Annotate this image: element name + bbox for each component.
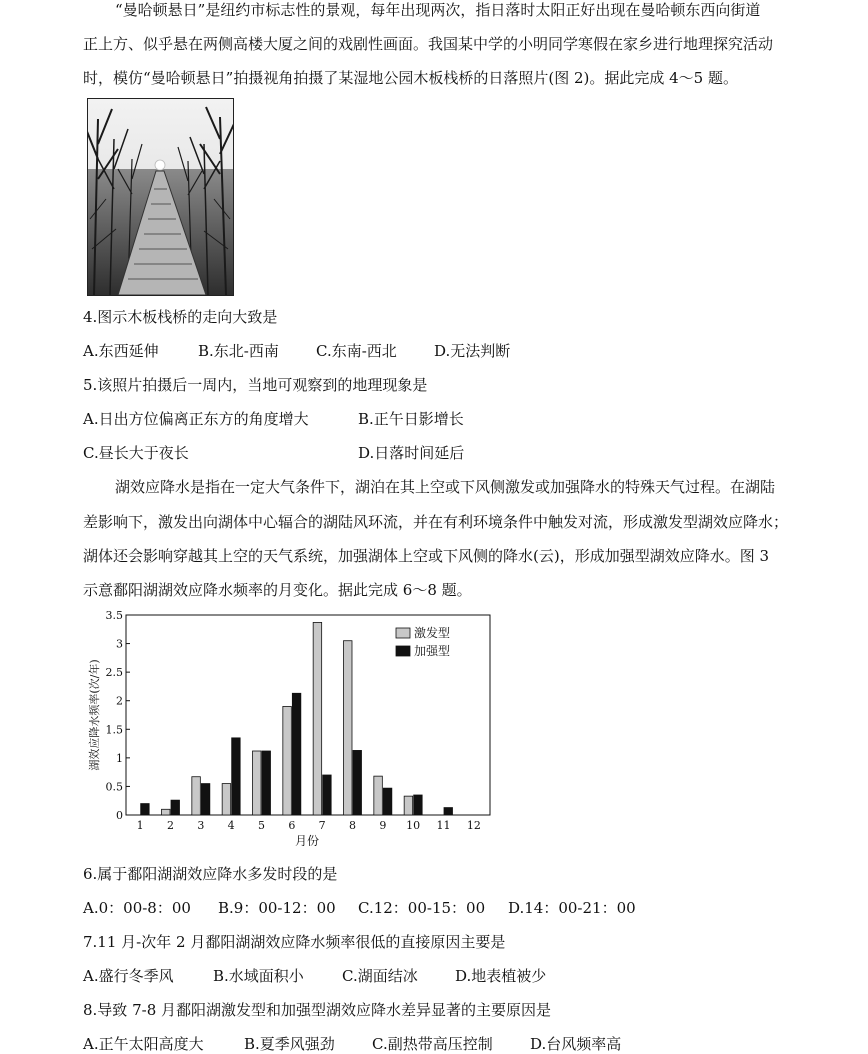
bar-enhanced-4: [232, 738, 241, 815]
passage1-line-1: “曼哈顿悬日”是纽约市标志性的景观，每年出现两次，指日落时太阳正好出现在曼哈顿东西向街道: [115, 1, 761, 19]
q6-option-a: A.0：00-8：00: [83, 899, 191, 917]
passage2-line-4: 示意鄱阳湖湖效应降水频率的月变化。据此完成 6～8 题。: [83, 581, 472, 599]
passage1-line-3: 时，模仿“曼哈顿悬日”拍摄视角拍摄了某湿地公园木板栈桥的日落照片(图 2)。据此完成 4～5 题。: [83, 69, 738, 87]
q4-option-a: A.东西延伸: [83, 342, 159, 360]
bar-excited-3: [192, 777, 201, 815]
q4-option-c: C.东南-西北: [316, 342, 397, 360]
bar-excited-4: [222, 784, 231, 815]
legend-swatch: [396, 628, 410, 638]
x-tick-label: 3: [197, 819, 205, 832]
y-tick-label: 0: [116, 809, 123, 822]
q5-option-a: A.日出方位偏离正东方的角度增大: [83, 410, 309, 428]
q7-option-a: A.盛行冬季风: [83, 967, 174, 985]
bar-enhanced-3: [201, 784, 210, 815]
bar-excited-5: [253, 751, 262, 815]
x-tick-label: 9: [379, 819, 387, 832]
bar-enhanced-8: [353, 750, 362, 815]
legend-label: 加强型: [414, 644, 451, 658]
q8-option-c: C.副热带高压控制: [372, 1035, 493, 1053]
x-axis-label: 月份: [294, 834, 320, 848]
bar-excited-9: [374, 776, 383, 815]
x-tick-label: 12: [466, 819, 481, 832]
bar-excited-2: [162, 809, 171, 815]
x-tick-label: 4: [227, 819, 235, 832]
boardwalk-photo: [87, 98, 234, 296]
question-8-stem: 8.导致 7-8 月鄱阳湖激发型和加强型湖效应降水差异显著的主要原因是: [83, 1001, 552, 1019]
y-tick-label: 2: [116, 694, 123, 708]
q5-option-b: B.正午日影增长: [358, 410, 464, 428]
bar-enhanced-2: [171, 800, 180, 815]
bar-enhanced-1: [141, 804, 150, 815]
y-tick-label: 3.5: [105, 609, 123, 622]
q6-option-d: D.14：00-21：00: [508, 899, 636, 917]
q6-option-c: C.12：00-15：00: [358, 899, 486, 917]
x-tick-label: 5: [258, 819, 265, 832]
bar-excited-10: [404, 796, 413, 815]
q8-option-b: B.夏季风强劲: [244, 1035, 335, 1053]
q5-option-c: C.昼长大于夜长: [83, 444, 189, 462]
bar-excited-6: [283, 706, 292, 815]
y-tick-label: 1.5: [105, 723, 123, 737]
q4-option-d: D.无法判断: [434, 342, 511, 360]
y-axis-label: 湖效应降水频率(次/年): [88, 659, 101, 771]
legend-label: 激发型: [414, 626, 451, 640]
x-tick-label: 8: [349, 819, 356, 832]
x-tick-label: 1: [136, 819, 144, 832]
passage1-line-2: 正上方、似乎悬在两侧高楼大厦之间的戏剧性画面。我国某中学的小明同学寒假在家乡进行地理探究活动: [83, 35, 774, 53]
q7-option-c: C.湖面结冰: [342, 967, 418, 985]
bar-enhanced-11: [444, 808, 453, 815]
y-tick-label: 0.5: [105, 780, 123, 794]
q8-option-a: A.正午太阳高度大: [83, 1035, 204, 1053]
q8-option-d: D.台风频率高: [530, 1035, 622, 1053]
q4-option-b: B.东北-西南: [198, 342, 279, 360]
bar-excited-8: [344, 641, 353, 815]
passage2-line-1: 湖效应降水是指在一定大气条件下，湖泊在其上空或下风侧激发或加强降水的特殊天气过程。在湖陆: [115, 478, 776, 496]
q7-option-d: D.地表植被少: [455, 967, 547, 985]
y-tick-label: 1: [116, 751, 123, 765]
question-5-stem: 5.该照片拍摄后一周内，当地可观察到的地理现象是: [83, 376, 428, 394]
x-tick-label: 10: [406, 819, 421, 832]
question-6-stem: 6.属于鄱阳湖湖效应降水多发时段的是: [83, 865, 338, 883]
q7-option-b: B.水域面积小: [213, 967, 304, 985]
passage2-line-3: 湖体还会影响穿越其上空的天气系统，加强湖体上空或下风侧的降水(云)，形成加强型湖效应降水。图 3: [83, 547, 770, 565]
lake-effect-precip-chart: [84, 605, 504, 850]
bar-excited-7: [313, 622, 322, 815]
y-tick-label: 2.5: [105, 666, 123, 680]
bar-enhanced-9: [383, 788, 392, 815]
passage2-line-2: 差影响下，激发出向湖体中心辐合的湖陆风环流，并在有利环境条件中触发对流，形成激发型湖效应降水；: [83, 513, 789, 531]
q6-option-b: B.9：00-12：00: [218, 899, 336, 917]
y-tick-label: 3: [116, 637, 123, 651]
question-4-stem: 4.图示木板栈桥的走向大致是: [83, 308, 278, 326]
x-tick-label: 2: [167, 819, 174, 832]
bar-enhanced-6: [292, 693, 301, 815]
bar-enhanced-5: [262, 751, 271, 815]
legend-swatch: [396, 646, 410, 656]
bar-enhanced-7: [323, 775, 332, 815]
bar-enhanced-10: [414, 795, 423, 815]
q5-option-d: D.日落时间延后: [358, 444, 465, 462]
x-tick-label: 7: [318, 819, 326, 832]
x-tick-label: 6: [288, 819, 296, 832]
x-tick-label: 11: [436, 819, 451, 832]
question-7-stem: 7.11 月-次年 2 月鄱阳湖湖效应降水频率很低的直接原因主要是: [83, 933, 506, 951]
